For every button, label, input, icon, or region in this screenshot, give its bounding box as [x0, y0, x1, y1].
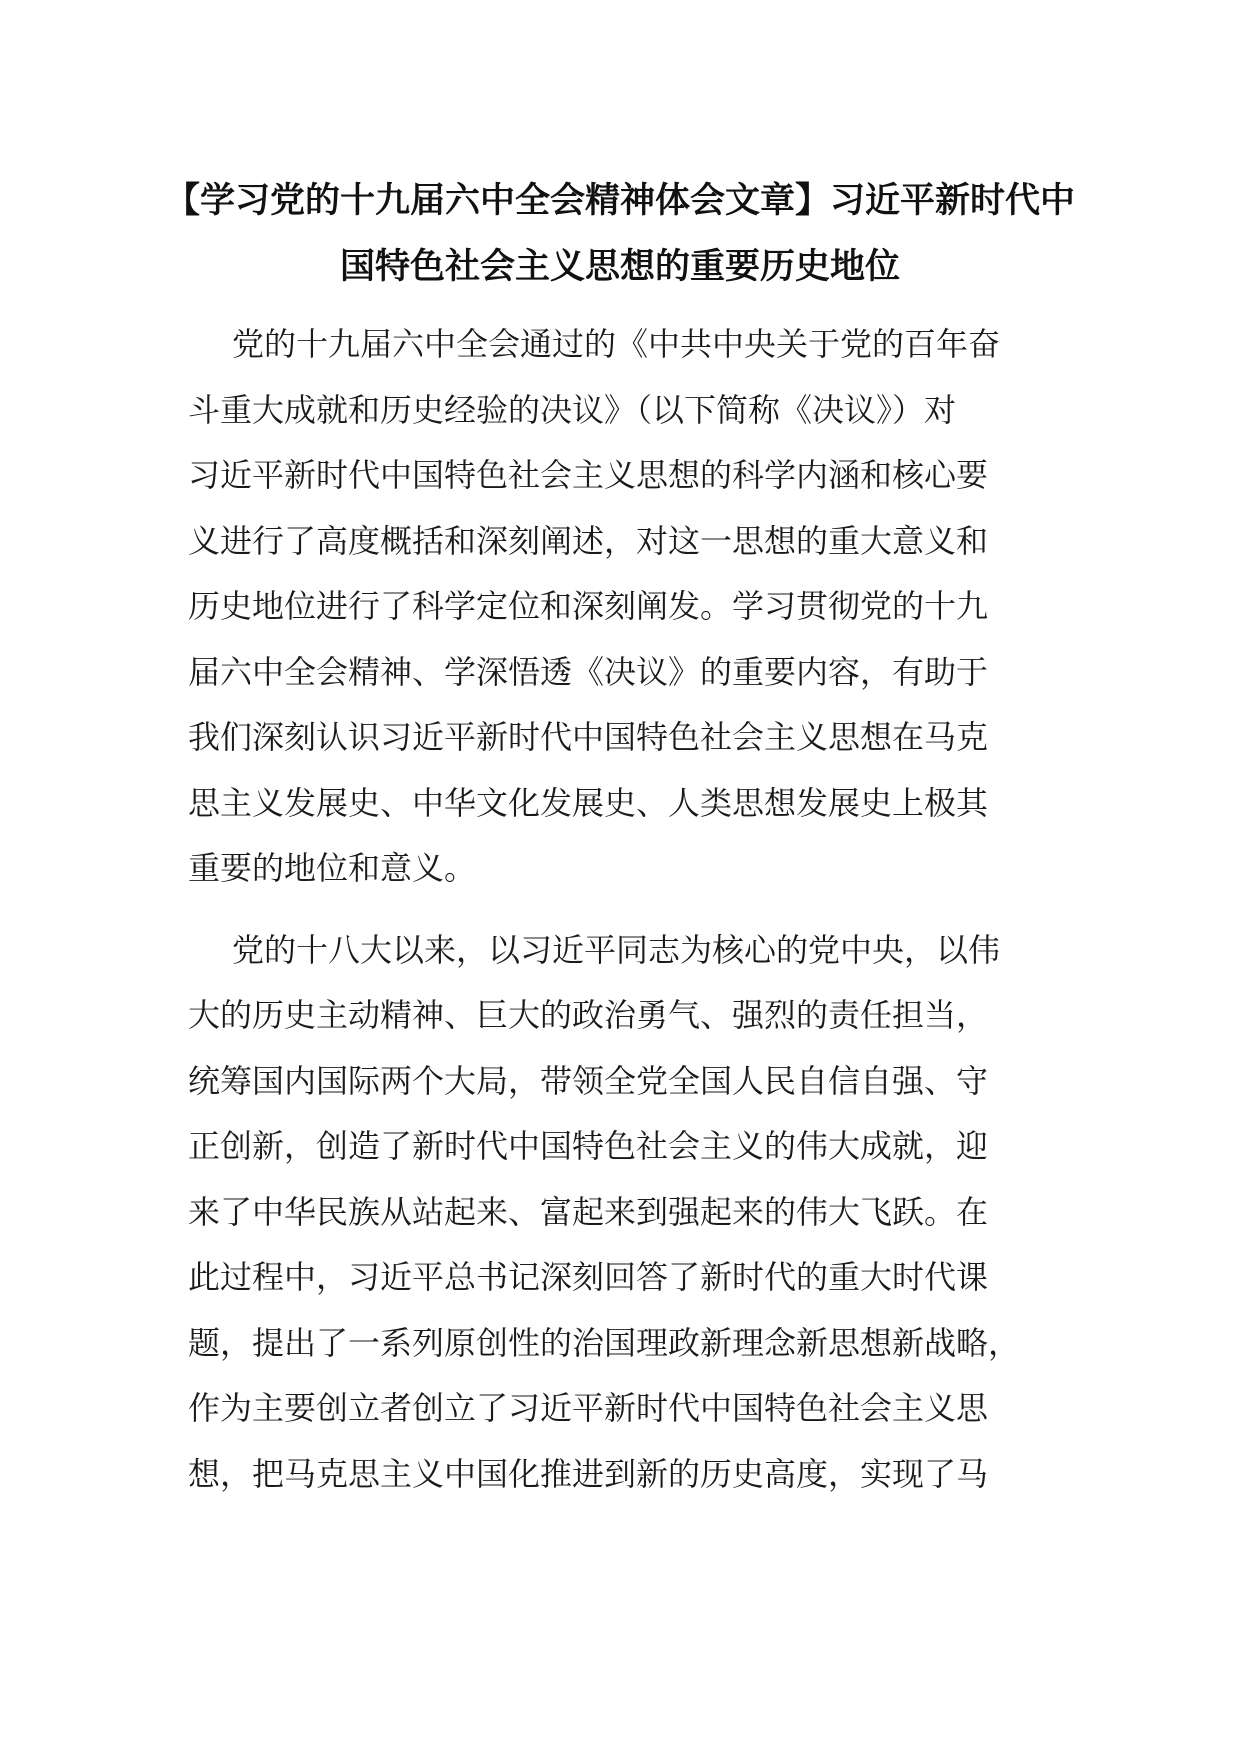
paragraph-2: [188, 918, 1068, 1508]
paragraph-line: 党的十九届六中全会通过的《中共中央关于党的百年奋: [232, 325, 1001, 363]
paragraph-line: 正创新，创造了新时代中国特色社会主义的伟大成就，迎: [188, 1127, 989, 1165]
title-line: 【学习党的十九届六中全会精神体会文章】习近平新时代中: [164, 181, 1075, 221]
paragraph-line: 作为主要创立者创立了习近平新时代中国特色社会主义思: [188, 1389, 989, 1427]
paragraph-line: 来了中华民族从站起来、富起来到强起来的伟大飞跃。在: [188, 1192, 989, 1231]
paragraph-line: 大的历史主动精神、巨大的政治勇气、强烈的责任担当，: [188, 996, 989, 1034]
paragraph-line: 想，把马克思主义中国化推进到新的历史高度，实现了马: [188, 1454, 989, 1493]
paragraph-1: [188, 312, 1068, 902]
paragraph-line: 思主义发展史、中华文化发展史、人类思想发展史上极其: [188, 783, 989, 822]
paragraph-line: 统筹国内国际两个大局，带领全党全国人民自信自强、守: [188, 1061, 989, 1100]
paragraph-line: 此过程中，习近平总书记深刻回答了新时代的重大时代课: [188, 1258, 989, 1296]
title-line: 国特色社会主义思想的重要历史地位: [339, 247, 900, 287]
paragraph-line: 我们深刻认识习近平新时代中国特色社会主义思想在马克: [188, 718, 989, 756]
paragraph-line: 届六中全会精神、学深悟透《决议》的重要内容，有助于: [188, 652, 989, 691]
paragraph-line: 重要的地位和意义。: [188, 849, 477, 887]
paragraph-line: 历史地位进行了科学定位和深刻阐发。学习贯彻党的十九: [188, 587, 989, 625]
document-body: [188, 312, 1068, 1507]
document-title: [150, 168, 1090, 300]
paragraph-line: 斗重大成就和历史经验的决议》（以下简称《决议》）对: [188, 390, 957, 429]
paragraph-line: 党的十八大以来，以习近平同志为核心的党中央，以伟: [232, 930, 1001, 969]
paragraph-line: 义进行了高度概括和深刻阐述，对这一思想的重大意义和: [188, 521, 989, 560]
paragraph-line: 习近平新时代中国特色社会主义思想的科学内涵和核心要: [188, 456, 989, 494]
paragraph-line: 题，提出了一系列原创性的治国理政新理念新思想新战略，: [188, 1323, 1021, 1362]
